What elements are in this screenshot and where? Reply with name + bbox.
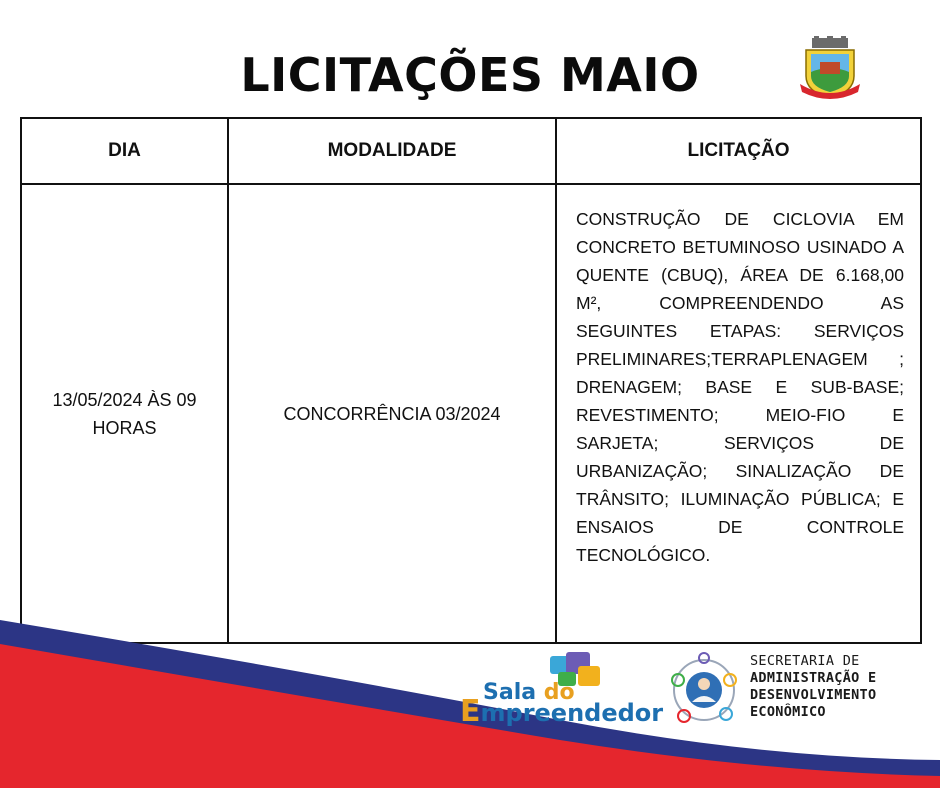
cell-modalidade: CONCORRÊNCIA 03/2024 (283, 403, 501, 424)
header-licitacao: LICITAÇÃO (687, 140, 790, 161)
cell-dia: 13/05/2024 ÀS 09 HORAS (52, 389, 197, 438)
header-modalidade: MODALIDADE (327, 140, 457, 161)
page-title: LICITAÇÕES MAIO (240, 48, 700, 102)
secretaria-label: SECRETARIA DE ADMINISTRAÇÃO E DESENVOLVIMENTO ECONÔMICO (750, 653, 877, 720)
sala-logo-line1: Sala do (483, 680, 575, 705)
municipal-crest-icon (798, 36, 862, 102)
sala-logo-line2: Empreendedor (460, 694, 664, 729)
secretaria-emblem-icon (664, 650, 744, 730)
licitacoes-table (20, 117, 922, 644)
cell-licitacao: CONSTRUÇÃO DE CICLOVIA EM CONCRETO BETUMINOSO USINADO A QUENTE (CBUQ), ÁREA DE 6.168,00 M², COMPREENDENDO AS SEGUINTES ETAPAS: SERVIÇOS PRELIMINARES;TERRAPLENAGEM ; DRENAGEM; BASE E SUB-BASE; REVESTIMENTO; MEIO-FIO E SARJETA; SERVIÇOS DE URBANIZAÇÃO; SINALIZAÇÃO DE TRÂNSITO; ILUMINAÇÃO PÚBLICA; E ENSAIOS DE CONTROLE TECNOLÓGICO. (576, 209, 904, 565)
header-dia: DIA (108, 140, 141, 161)
